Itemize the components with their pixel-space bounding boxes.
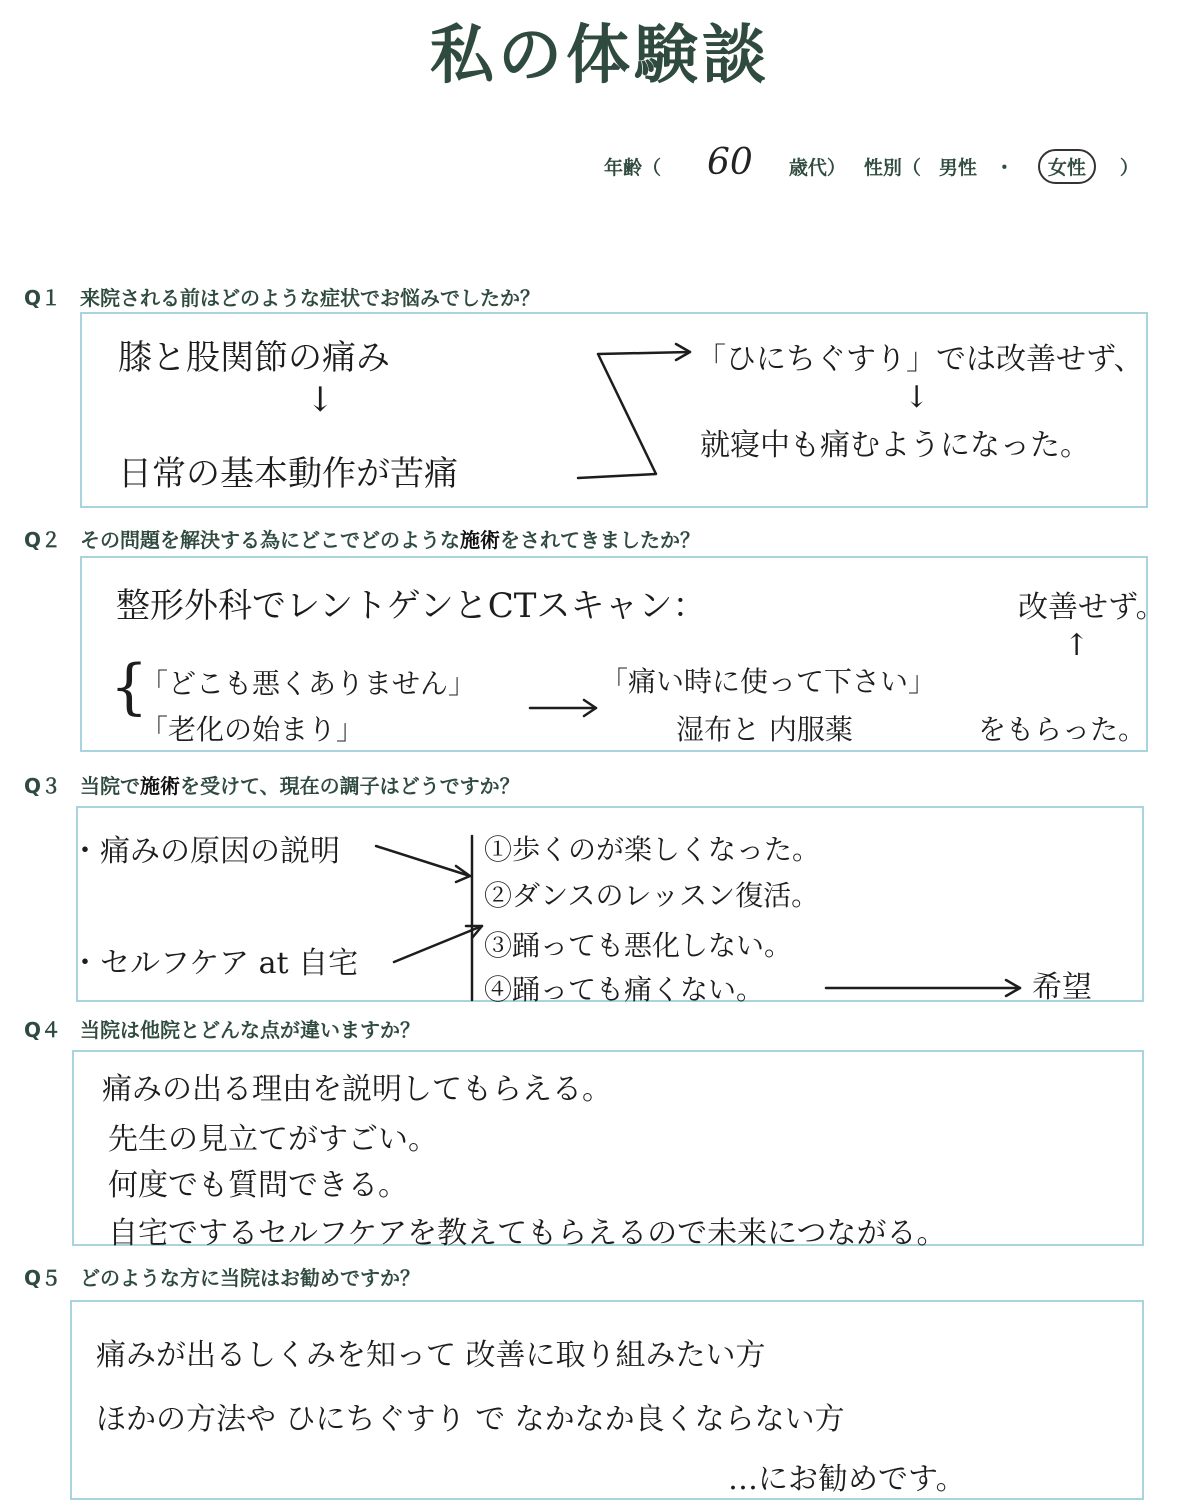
question-2	[24, 524, 700, 553]
answer-4-line: 先生の見立てがすごい。	[108, 1122, 438, 1157]
answer-5-line: 痛みが出るしくみを知って 改善に取り組みたい方	[96, 1338, 766, 1373]
question-1-number: Q１	[24, 286, 62, 310]
answer-3-line: ・痛みの原因の説明	[70, 834, 340, 869]
answer-1-line: 膝と股関節の痛み	[118, 338, 390, 378]
respondent-info	[604, 142, 1139, 187]
question-2-text-emphasis: 施術	[460, 528, 500, 552]
question-4-number: Q４	[24, 1018, 62, 1042]
question-3-text-end: を受けて、現在の調子はどうですか？	[180, 774, 520, 798]
answer-2-line: 「老化の始まり」	[140, 713, 365, 746]
question-2-text: その問題を解決する為にどこでどのような	[80, 528, 460, 552]
answer-2-line: 「どこも悪くありません」	[140, 667, 477, 700]
page-title: 私の体験談	[430, 19, 770, 93]
answer-5-line: …にお勧めです。	[728, 1462, 966, 1497]
question-3-text-emphasis: 施術	[140, 774, 180, 798]
question-3-number: Q３	[24, 774, 62, 798]
gender-separator: ・	[994, 157, 1014, 179]
answer-3-line: 希望	[1032, 970, 1092, 1005]
answer-5-line: ほかの方法や ひにちぐすり で なかなか良くならない方	[96, 1402, 845, 1437]
answer-4-line: 痛みの出る理由を説明してもらえる。	[102, 1072, 612, 1107]
question-5-text: どのような方に当院はお勧めですか？	[80, 1266, 420, 1290]
answer-1-arrow: ↓	[306, 380, 335, 420]
answer-1-line: 「ひにちぐすり」では改善せず、	[696, 342, 1144, 377]
answer-3-line: ③踊っても悪化しない。	[484, 929, 793, 962]
answer-2-line: 湿布と 内服薬	[676, 713, 853, 746]
answer-3-line: ②ダンスのレッスン復活。	[484, 879, 820, 912]
question-3-text: 当院で	[80, 774, 140, 798]
answer-2-line: をもらった。	[978, 713, 1147, 746]
answer-1-line: 就寝中も痛むようになった。	[700, 428, 1090, 463]
question-3	[24, 770, 520, 799]
answer-3-line: ④踊っても痛くない。	[484, 973, 765, 1006]
question-1	[24, 282, 540, 311]
answer-2-line: 「痛い時に使って下さい」	[600, 665, 937, 698]
age-label: 年齢（	[604, 157, 662, 179]
question-4-text: 当院は他院とどんな点が違いますか？	[80, 1018, 420, 1042]
answer-4-line: 何度でも質問できる。	[108, 1168, 408, 1203]
question-1-text: 来院される前はどのような症状でお悩みでしたか？	[80, 286, 540, 310]
question-2-text-end: をされてきましたか？	[500, 528, 700, 552]
question-5	[24, 1262, 420, 1291]
age-value: 60	[707, 142, 753, 183]
age-unit: 歳代）	[788, 157, 846, 179]
gender-female-circled: 女性	[1038, 149, 1096, 184]
gender-male: 男性	[938, 157, 977, 179]
question-4	[24, 1014, 420, 1043]
gender-label: 性別（	[863, 157, 921, 179]
answer-2-line: 改善せず。	[1018, 590, 1166, 625]
answer-3-line: ①歩くのが楽しくなった。	[484, 833, 821, 866]
gender-close: ）	[1119, 157, 1139, 179]
answer-2-line: 整形外科でレントゲンとCTスキャン：	[116, 586, 707, 626]
answer-1-line: 日常の基本動作が苦痛	[118, 454, 458, 494]
answer-2-brace: {	[110, 652, 149, 722]
question-5-number: Q５	[24, 1266, 62, 1290]
answer-2-arrow: ↑	[1064, 628, 1090, 663]
answer-1-arrow: ↓	[904, 380, 930, 415]
question-2-number: Q２	[24, 528, 62, 552]
answer-3-line: ・セルフケア at 自宅	[70, 946, 359, 981]
answer-4-line: 自宅でするセルフケアを教えてもらえるので未来につながる。	[108, 1216, 947, 1251]
